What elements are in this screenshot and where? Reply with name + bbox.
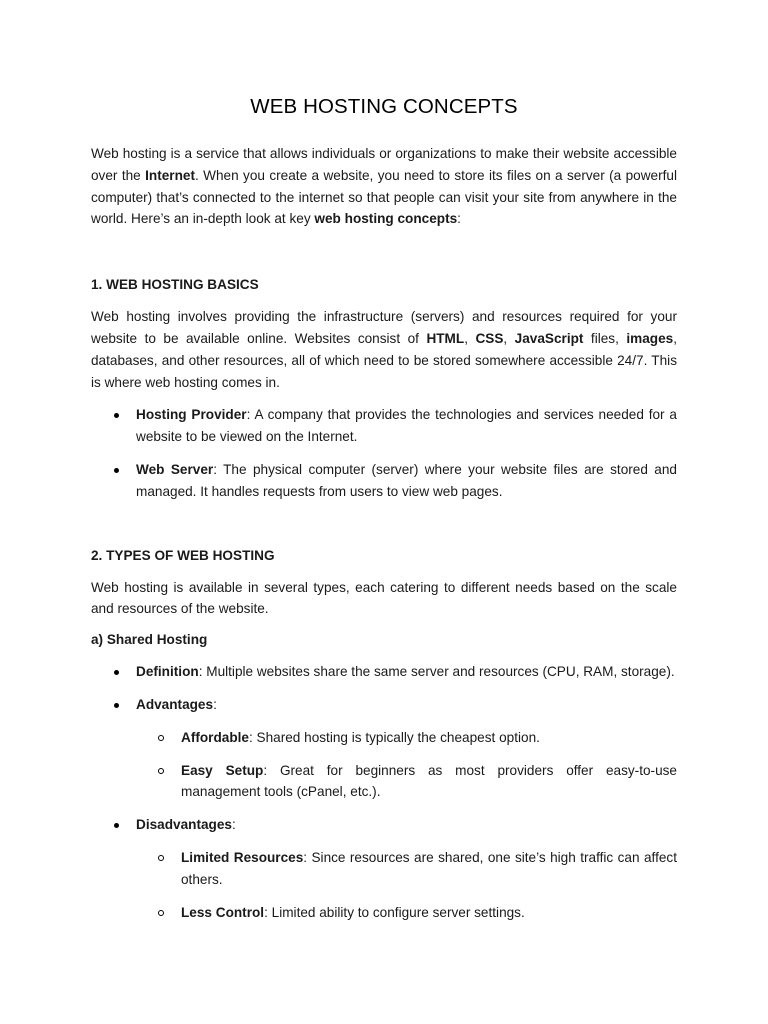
s1-text-1: Web hosting involves providing the infrastructure (servers) and resources required for your website to be available online. Websites consist of	[91, 309, 677, 346]
bullet-text: : Multiple websites share the same server and resources (CPU, RAM, storage).	[198, 664, 675, 680]
bullet-icon	[114, 703, 119, 708]
sublist-item-affordable	[136, 727, 677, 749]
sublist-item-less-control	[136, 902, 677, 924]
sublist-text: : Great for beginners as most providers offer easy-to-use management tools (cPanel, etc.).	[181, 762, 677, 800]
bullet-icon	[114, 670, 119, 675]
hollow-bullet-icon	[158, 855, 164, 861]
shared-hosting-bullet-list	[91, 661, 677, 923]
s1-bold-javascript: JavaScript	[514, 330, 584, 346]
s1-text-2: ,	[464, 330, 476, 346]
sublist-term: Easy Setup	[181, 762, 264, 778]
sublist-term: Less Control	[181, 904, 265, 920]
hollow-bullet-icon	[158, 735, 164, 741]
intro-text-3: :	[457, 211, 461, 227]
bullet-icon	[114, 823, 119, 828]
shared-hosting-subheading: a) Shared Hosting	[91, 632, 208, 648]
sublist-text: : Shared hosting is typically the cheapest option.	[248, 729, 540, 745]
list-item-disadvantages	[91, 814, 677, 923]
sublist-item-easy-setup	[136, 760, 677, 804]
bullet-icon	[114, 468, 119, 473]
list-item-web-server	[91, 459, 677, 503]
bullet-suffix: :	[213, 696, 217, 712]
s1-text-5: , databases, and other resources, all of which need to be stored somewhere accessible 24/7. This is where web hosting comes in.	[91, 330, 677, 390]
bullet-term: Advantages	[136, 696, 214, 712]
intro-bold-concepts: web hosting concepts	[314, 211, 458, 227]
s1-bold-css: CSS	[475, 330, 504, 346]
bullet-term: Web Server	[136, 461, 214, 477]
list-item-hosting-provider	[91, 404, 677, 448]
s1-text-3: ,	[503, 330, 515, 346]
intro-paragraph	[91, 143, 677, 230]
disadvantages-sublist	[136, 847, 677, 923]
sublist-term: Affordable	[181, 729, 249, 745]
document-content	[91, 92, 677, 923]
bullet-icon	[114, 413, 119, 418]
section-1-paragraph	[91, 306, 677, 393]
hollow-bullet-icon	[158, 768, 164, 774]
document-title: WEB HOSTING CONCEPTS	[250, 95, 518, 118]
bullet-text: : A company that provides the technologies and services needed for a website to be viewed on the Internet.	[136, 407, 677, 445]
hollow-bullet-icon	[158, 910, 164, 916]
s1-bold-images: images	[626, 330, 674, 346]
bullet-term: Disadvantages	[136, 817, 232, 833]
bullet-text: : The physical computer (server) where your website files are stored and managed. It handles requests from users to view web pages.	[136, 461, 677, 499]
intro-text-1: Web hosting is a service that allows individuals or organizations to make their website accessible over the	[91, 146, 677, 183]
section-2-paragraph: Web hosting is available in several types, each catering to different needs based on the scale and resources of the website.	[91, 579, 677, 617]
section-1-heading: 1. WEB HOSTING BASICS	[91, 277, 259, 293]
section-1-bullet-list	[91, 404, 677, 502]
sublist-item-limited-resources	[136, 847, 677, 891]
bullet-suffix: :	[231, 817, 236, 833]
sublist-text: : Limited ability to configure server settings.	[264, 904, 525, 920]
sublist-text: : Since resources are shared, one site’s high traffic can affect others.	[181, 849, 677, 887]
intro-bold-internet: Internet	[145, 167, 195, 183]
list-item-definition	[91, 661, 677, 683]
section-2-heading: 2. TYPES OF WEB HOSTING	[91, 547, 275, 563]
bullet-term: Definition	[136, 664, 199, 680]
s1-bold-html: HTML	[426, 330, 465, 346]
list-item-advantages	[91, 694, 677, 803]
advantages-sublist	[136, 727, 677, 803]
sublist-term: Limited Resources	[181, 849, 304, 865]
intro-text-2: . When you create a website, you need to store its files on a server (a powerful computer) that’s connected to the internet so that people can visit your site from anywhere in the world. Here’s an in-depth look at key	[91, 167, 677, 227]
bullet-term: Hosting Provider	[136, 407, 247, 423]
s1-text-4: files,	[583, 330, 627, 346]
